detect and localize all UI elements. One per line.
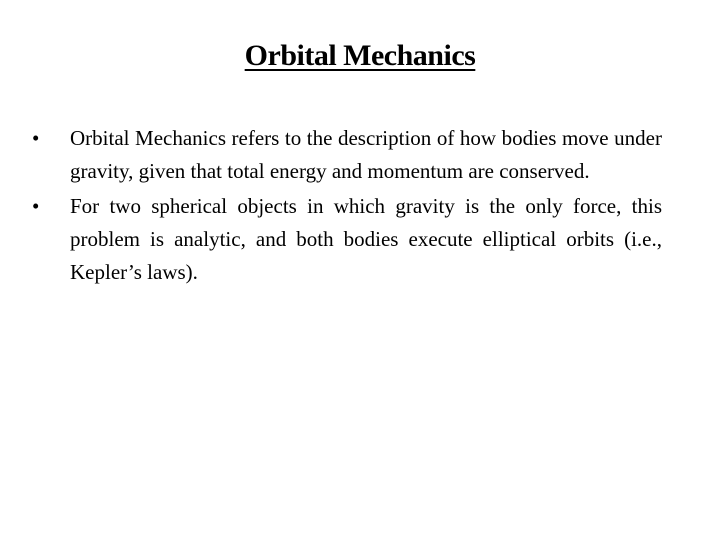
slide-title: Orbital Mechanics (244, 39, 476, 72)
bullet-icon: • (32, 126, 40, 150)
bullet-text: Orbital Mechanics refers to the description of how bodies move under gravity, given that total energy and momentum are conserved. (70, 126, 662, 183)
bullet-item (32, 122, 662, 188)
bullet-list (32, 122, 662, 291)
bullet-item (32, 190, 662, 289)
bullet-icon: • (32, 194, 40, 218)
bullet-text: For two spherical objects in which gravity is the only force, this problem is analytic, and both bodies execute elliptical orbits (i.e., Kepler’s laws). (70, 194, 662, 284)
